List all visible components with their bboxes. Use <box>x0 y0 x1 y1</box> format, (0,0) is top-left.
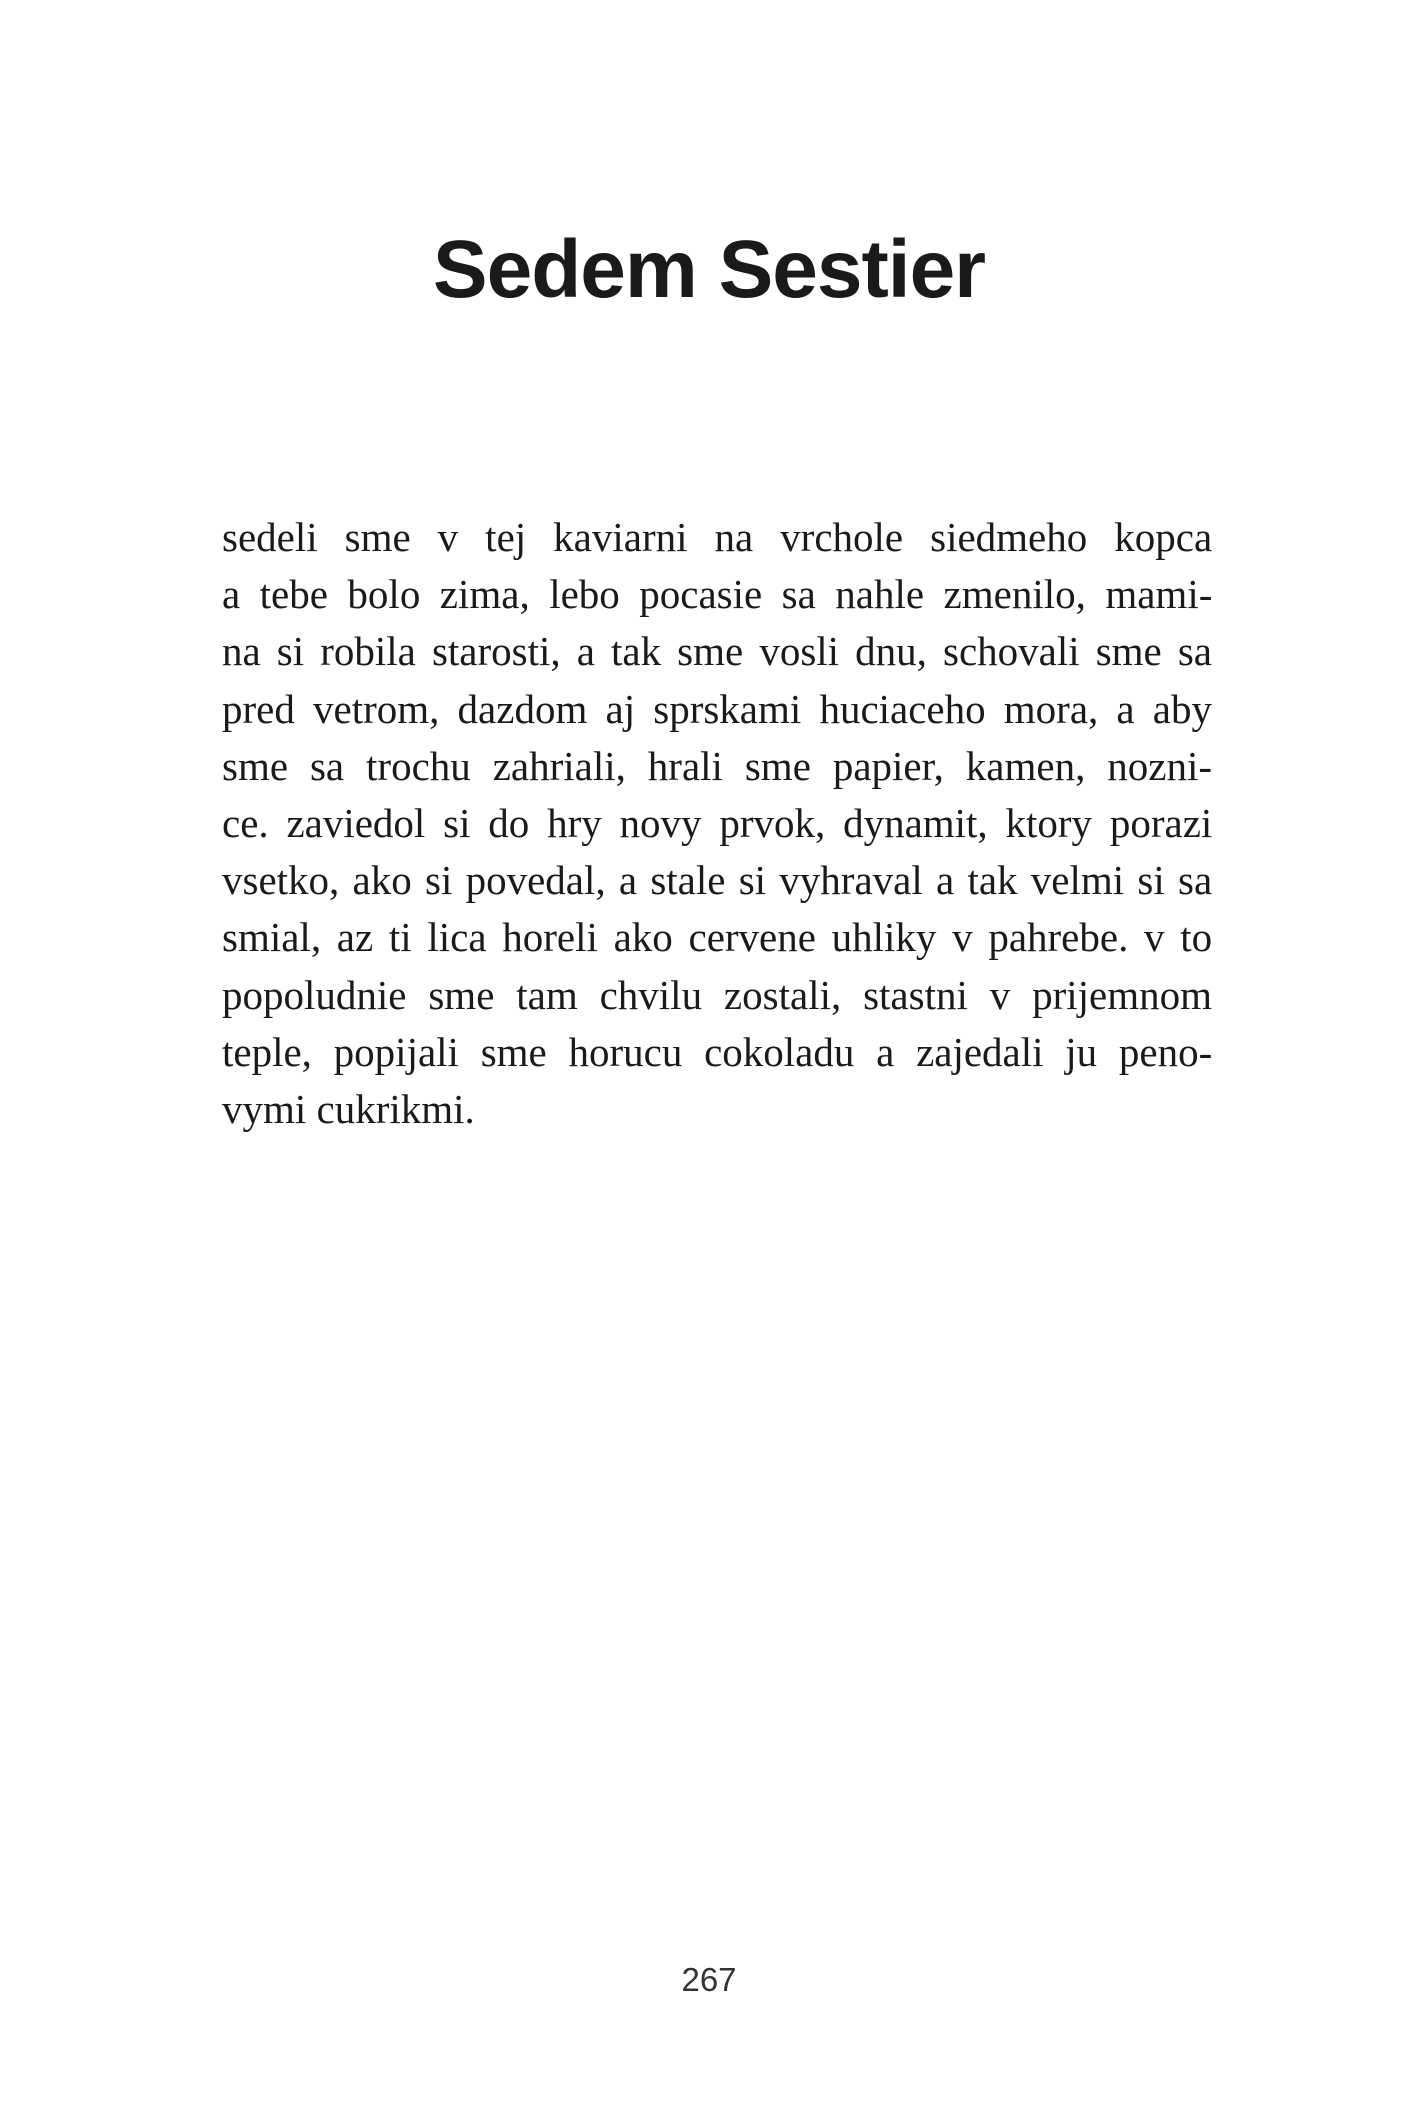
text-line: smial, az ti lica horeli ako cervene uhliky v pahrebe. v to <box>222 914 1213 961</box>
body-paragraph <box>222 509 1212 1138</box>
text-line: teple, popijali sme horucu cokoladu a zajedali ju peno- <box>222 1028 1213 1075</box>
text-line: vymi cukrikmi. <box>222 1085 475 1132</box>
chapter-title: Sedem Sestier <box>432 224 986 315</box>
text-line: sedeli sme v tej kaviarni na vrchole siedmeho kopca <box>222 514 1213 560</box>
text-line: popoludnie sme tam chvilu zostali, stastni v prijemnom <box>222 971 1212 1018</box>
page-number: 267 <box>681 1961 737 1998</box>
text-line: ce. zaviedol si do hry novy prvok, dynamit, ktory porazi <box>222 799 1213 846</box>
text-line: na si robila starosti, a tak sme vosli dnu, schovali sme sa <box>222 628 1212 675</box>
text-line: vsetko, ako si povedal, a stale si vyhraval a tak velmi si sa <box>222 857 1213 904</box>
text-line: pred vetrom, dazdom aj sprskami huciaceho mora, a aby <box>222 685 1212 732</box>
text-line: a tebe bolo zima, lebo pocasie sa nahle zmenilo, mami- <box>222 571 1213 618</box>
text-line: sme sa trochu zahriali, hrali sme papier, kamen, nozni- <box>222 742 1212 789</box>
